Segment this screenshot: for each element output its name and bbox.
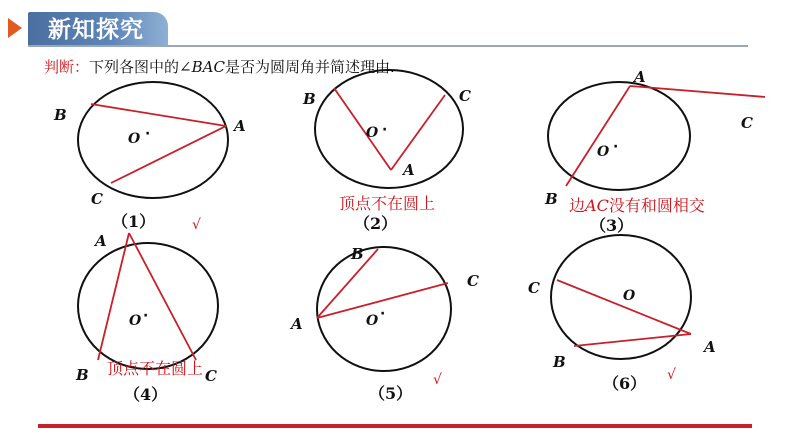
- figure-6-label-b: B: [553, 353, 566, 371]
- figure-1-label-c: C: [91, 190, 103, 208]
- figure-4-label-a: A: [95, 232, 107, 250]
- figure-5-label-c: C: [467, 272, 479, 290]
- figure-6-label-o: O: [623, 288, 636, 304]
- figure-5-check-icon: √: [433, 372, 442, 388]
- instruction-angle: ∠BAC: [179, 58, 225, 76]
- figure-3-label-c: C: [741, 114, 753, 132]
- figure-3: [544, 68, 765, 235]
- figure-3-label-o: O: [597, 144, 610, 160]
- footer-line: [38, 424, 752, 428]
- figure-1-check-icon: √: [192, 217, 201, 233]
- figure-1-circle: [78, 82, 228, 198]
- figure-3-label-b: B: [545, 190, 558, 208]
- figure-3-chord-ab: [566, 86, 630, 186]
- figure-5-label-a: A: [291, 315, 303, 333]
- figure-3-circle: [548, 82, 690, 190]
- figure-3-label-a: A: [634, 68, 646, 86]
- figure-5-chord-ab: [317, 249, 378, 318]
- figure-6-caption: （6）: [603, 374, 647, 393]
- figure-2-chord-ac: [391, 95, 445, 170]
- figure-5-center-dot: ·: [380, 306, 386, 322]
- figure-4-note: 顶点不在圆上: [107, 359, 204, 378]
- figure-1: [53, 82, 246, 233]
- figure-5-caption: （5）: [369, 384, 413, 403]
- figure-3-note-part-2: AC: [585, 196, 609, 215]
- figure-3-note: [569, 196, 705, 215]
- figure-2: [302, 70, 471, 233]
- figure-6-chord-ab: [574, 334, 691, 346]
- figure-6: [528, 235, 716, 393]
- figure-6-label-a: A: [704, 338, 716, 356]
- figure-5: [289, 245, 479, 403]
- instruction-text-after: 是否为圆周角并简述理由.: [224, 58, 395, 76]
- figure-3-center-dot: ·: [613, 139, 619, 155]
- figure-2-caption: （2）: [354, 214, 398, 233]
- figure-4-circle: [78, 243, 218, 369]
- instruction-text-before: 下列各图中的: [89, 58, 180, 76]
- figure-1-caption: （1）: [112, 212, 156, 231]
- figure-5-label-b: B: [351, 245, 364, 263]
- figure-1-chord-ab: [91, 104, 226, 126]
- figure-4-center-dot: ·: [143, 308, 149, 324]
- figure-3-note-part-3: 没有和圆相交: [608, 196, 705, 215]
- figure-2-note: 顶点不在圆上: [339, 194, 436, 213]
- figure-3-ray-ac: [630, 86, 765, 97]
- figure-4-label-o: O: [129, 313, 142, 329]
- figure-1-center-dot: ·: [145, 126, 151, 142]
- figure-1-label-b: B: [54, 106, 67, 124]
- figure-2-label-b: B: [303, 90, 316, 108]
- figure-2-circle: [315, 70, 463, 188]
- figure-5-label-o: O: [366, 313, 379, 329]
- figure-2-label-c: C: [459, 87, 471, 105]
- figure-2-center-dot: ·: [382, 122, 388, 138]
- figure-2-label-a: A: [403, 161, 415, 179]
- figure-2-label-o: O: [366, 125, 379, 141]
- figure-4-label-c: C: [205, 367, 217, 385]
- figure-6-check-icon: √: [667, 367, 676, 383]
- instruction-lead: 判断：: [44, 58, 90, 76]
- page-title: 新知探究: [48, 17, 144, 43]
- figure-1-label-a: A: [234, 117, 246, 135]
- figure-1-label-o: O: [128, 131, 141, 147]
- figure-3-note-part-1: 边: [569, 196, 586, 215]
- figure-4-label-b: B: [76, 366, 89, 384]
- figure-3-caption: （3）: [590, 216, 634, 235]
- figure-4: [75, 232, 218, 404]
- figure-4-caption: （4）: [124, 385, 168, 404]
- figure-6-label-c: C: [528, 279, 540, 297]
